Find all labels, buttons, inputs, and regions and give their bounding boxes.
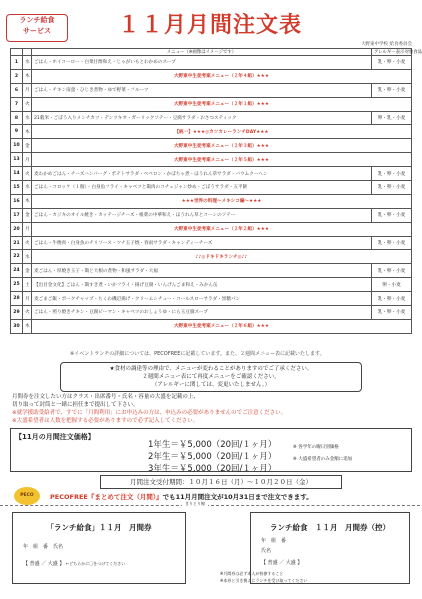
pecofree-notice [50,492,313,501]
table-row [11,83,412,97]
table-row [11,250,412,264]
table-row [11,194,412,208]
allergy-cell: 乳・卵・小麦 [372,83,412,97]
day-column-header [11,49,23,56]
weekday-cell: 火 [23,167,32,181]
table-row [11,181,412,195]
day-cell: 17 [11,208,23,222]
menu-table-header [11,49,412,56]
allergy-cell: 乳・卵・小麦 [372,292,412,306]
special-menu-cell: 大野東中生徒考案メニュー（２年３組）★★★ [32,139,412,153]
weekday-cell: 月 [23,153,32,167]
weekday-cell: 金 [23,139,32,153]
table-row [11,153,412,167]
event-lunch-note: ※イベントランチの詳細については、PECOFREEに記載しています。また、２週間メニュー表に記載いたします。 [70,351,325,357]
day-cell: 6 [11,83,23,97]
order-period: 月間注文受付期間：１０月１６日（月）～１０月２０日（金） [100,475,342,489]
instruction-line-1: 月間券を注文したい方はクラス・出席番号・氏名・容量の大盛を記載の上、 [12,394,199,400]
pecofree-deadline-text: でも11月月間注文が10月31日まで注文できます。 [162,493,313,501]
instruction-line-3: ※就学援助受給者で、すでに「月間利用」にお申込みの方は、申込みの必要がありませんのでご注意ください。 [12,410,287,416]
menu-cell: ごはん・ホイコーロー・白菜甘酢和え・じゃがいもとわかめのスープ [32,56,372,70]
weekday-cell: 土 [23,278,32,292]
day-cell: 16 [11,194,23,208]
day-cell: 21 [11,236,23,250]
table-row [11,56,412,70]
day-cell: 28 [11,292,23,306]
day-cell: 25 [11,278,23,292]
allergy-cell: 卵・小麦 [372,278,412,292]
lunch-service-logo: ランチ給食 サービス [6,14,68,42]
special-menu-cell: ♪♪◎ドキドキランチ◎♪♪ [32,250,412,264]
weekday-cell: 金 [23,264,32,278]
weekday-cell: 月 [23,222,32,236]
table-row [11,111,412,125]
ticket-name-field[interactable]: 年 組 番 氏名 [23,544,64,550]
table-row [11,125,412,139]
allergy-cell: 乳・卵・小麦 [372,56,412,70]
allergy-cell: 乳・卵・小麦 [372,181,412,195]
day-cell: 22 [11,250,23,264]
day-cell: 30 [11,319,23,333]
menu-cell: ごはん・カジキのオイル焼き・カッテージチーズ・根菜の中華和え・ほうれん草とコーンのソテー [32,208,372,222]
menu-cell: 麦わかめごはん・チーズハンバーグ・ポテトサラダ・ペペロン・かぼちゃ煮・ほうれん草サラダ・バウムクーヘン [32,167,372,181]
day-cell: 8 [11,111,23,125]
menu-table [10,48,422,334]
weekday-cell: 水 [23,250,32,264]
menu-cell: 21穀米・ごぼう入りメンチカツ・デンツキオ・ガーリックソテー・豆腐サラダ・おさつスティック [32,111,372,125]
weekday-cell: 木 [23,69,32,83]
ticket-size-options[interactable]: 【 普盛 ／ 大盛 】 [23,561,65,567]
day-cell: 29 [11,306,23,320]
weekday-cell: 水 [23,181,32,195]
table-row [11,139,412,153]
allergy-cell: 乳・卵・小麦 [372,264,412,278]
table-row [11,167,412,181]
allergy-cell: 乳・卵・小麦 [372,208,412,222]
notice-line-3: （アレルギーに関しては、変更いたしません。） [151,382,271,388]
weekday-cell: 木 [23,319,32,333]
day-cell: 14 [11,167,23,181]
weekday-cell: 木 [23,125,32,139]
special-menu-cell: ★★★世界の料理～メキシコ編～★★★ [32,194,412,208]
special-menu-cell: 大野東中生徒考案メニュー（２年６組）★★★ [32,319,412,333]
table-row [11,319,412,333]
weekday-cell: 火 [23,97,32,111]
ticket-size-note: ←どちらかに〇をつけてください [65,561,126,566]
special-menu-cell: 大野東中生徒考案メニュー（２年４組）★★★ [32,69,412,83]
menu-column-header: メニュー（※画像はイメージです） [32,49,372,56]
day-cell: 1 [11,56,23,70]
table-row [11,278,412,292]
notice-line-1: ★食材の調達等の理由で、メニューが変わることがありますのでご了承ください。 [109,366,313,372]
allergy-cell: 卵・乳・小麦 [372,111,412,125]
stub-class-field[interactable]: 年 組 番 [261,538,287,544]
weekday-cell: 月 [23,292,32,306]
price-notes [293,442,352,466]
menu-cell: ごはん・照り焼きチキン・豆腐ピーマン・キャベツのおしょうゆ・にら玉豆腐スープ [32,306,372,320]
table-row [11,97,412,111]
menu-cell: ごはん・チキン南蛮・ひじき煮物・ゆで野菜・フルーツ [32,83,372,97]
price-title: 【11月の月間注文価格】 [15,433,95,441]
special-menu-cell: 大野東中生徒考案メニュー（２年１組）★★★ [32,97,412,111]
table-row [11,236,412,250]
footer-note-1: ※月間券は必ず本人が持参すること [220,571,284,576]
special-menu-cell: 【統一】★★★◎カツカレーランチDAY★★★ [32,125,412,139]
weekday-cell: 火 [23,306,32,320]
weekday-column-header [23,49,32,56]
instruction-line-4: ※大盛希望者は人数を把握する必要がありますので必ず記入してください。 [12,418,199,424]
ticket-title: 「ランチ給食」１１月 月間券 [46,523,152,532]
weekday-cell: 金 [23,208,32,222]
allergy-cell: 乳・卵・小麦 [372,306,412,320]
day-cell: 7 [11,97,23,111]
table-row [11,292,412,306]
allergy-cell: 乳・卵・小麦 [372,167,412,181]
day-cell: 13 [11,153,23,167]
day-cell: 2 [11,69,23,83]
page-title: １１月月間注文表 [117,13,302,38]
stub-name-field[interactable]: 氏名 [261,548,272,554]
price-grade-1: 1年生＝￥5,000（20回/１ヶ月） [148,440,277,450]
special-menu-cell: 大野東中生徒考案メニュー（２年２組）★★★ [32,222,412,236]
ticket-size-choice[interactable] [23,560,125,567]
weekday-cell: 木 [23,194,32,208]
allergy-cell: 乳・卵・小麦 [372,236,412,250]
weekday-cell: 火 [23,236,32,250]
pecofree-service-name: PECOFREE『まとめて注文（月間）』 [50,493,163,501]
price-box [10,428,412,472]
menu-cell: 麦ごまご飯・ポークチャップ・ちくわ磯辺揚げ・クリームシチュー・コールスローサラダ・黒糖パン [32,292,372,306]
table-row [11,208,412,222]
table-row [11,306,412,320]
day-cell: 24 [11,264,23,278]
menu-cell: ごはん・コロッケ（１個）・白身魚フライ・キャベツと鶏肉のコチュジャン炒め・ごぼうサラダ・五平餅 [32,181,372,195]
instructions [12,393,408,425]
pecofree-badge-icon: PECO [14,487,40,505]
price-note-2: ※ 大盛希望者のみ金額に追加 [293,457,353,462]
school-name: 大野東中学校 給食委員会 [361,42,412,47]
weekday-cell: 水 [23,111,32,125]
menu-cell: 麦ごはん・厚焼き玉子・鶏と大根の煮物・和風サラダ・大福 [32,264,372,278]
price-grade-3: 3年生＝￥5,000（20回/１ヶ月） [148,464,277,474]
cut-line [0,505,420,506]
special-menu-cell: 大野東中生徒考案メニュー（２年５組）★★★ [32,153,412,167]
weekday-cell: 月 [23,83,32,97]
monthly-ticket[interactable] [12,512,186,584]
menu-cell: ごはん・牛焼肉・白身魚のチリソース・ツナ玉子焼・春雨サラダ・キャンディーチーズ [32,236,372,250]
table-row [11,264,412,278]
footer-notes [220,570,307,584]
stub-title: ランチ給食 １１月 月間券（控） [270,523,390,532]
menu-cell: 【出目金文化】ごはん・鶏すき煮・いかフライ・揚げ豆腐・いんげんごま和え・みかん缶 [32,278,372,292]
weekday-cell: 水 [23,56,32,70]
day-cell: 20 [11,222,23,236]
notice-line-2: ２週間メニュー表にて再度メニューをご確認ください。 [142,374,280,380]
day-cell: 9 [11,125,23,139]
price-list [148,439,276,475]
price-grade-2: 2年生＝￥5,000（20回/１ヶ月） [148,452,277,462]
footer-note-2: ※本券と引き換えにランチを受け取ってください [220,578,308,583]
table-row [11,222,412,236]
day-cell: 15 [11,181,23,195]
instruction-line-2: 切り取って封筒と一緒に担任まで提出して下さい。 [12,402,139,408]
allergy-column-header: アレルギー表示対象食品 [372,49,412,56]
stub-size-choice[interactable]: 【 普盛 ／ 大盛 】 [261,560,303,566]
cut-line-label: きりとり線 [182,501,208,507]
menu-change-notice [60,362,362,392]
price-note-1: ※ 各学年の曜日別価格 [293,445,339,450]
table-row [11,69,412,83]
day-cell: 10 [11,139,23,153]
